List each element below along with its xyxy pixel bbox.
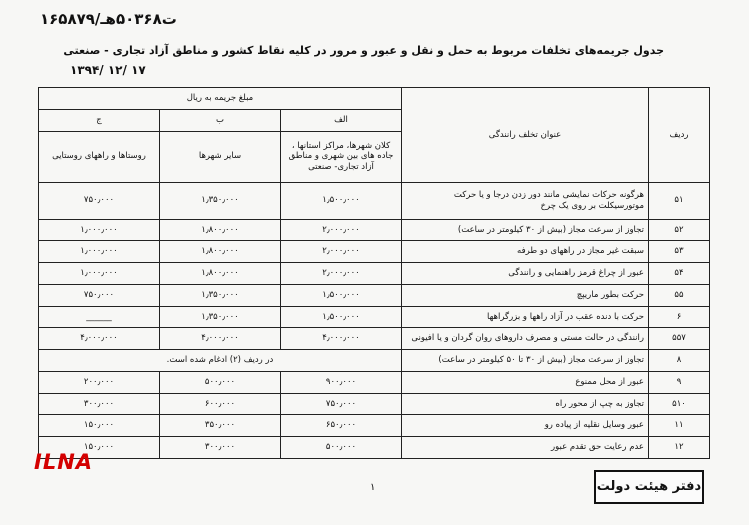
fine-c-value: ۴٫۰۰۰٫۰۰۰: [80, 333, 118, 344]
fine-a: [281, 284, 402, 306]
table-row: [39, 393, 710, 415]
table-row: [39, 241, 710, 263]
table-row: [39, 219, 710, 241]
fine-b-value: ۱٫۸۰۰٫۰۰۰: [201, 268, 239, 279]
fine-b-value: ۱٫۳۵۰٫۰۰۰: [201, 311, 239, 322]
fine-b-value: ۱٫۳۵۰٫۰۰۰: [201, 195, 239, 206]
fine-a: [281, 371, 402, 393]
row-number: ۵۵: [649, 284, 710, 306]
table-row: [39, 263, 710, 285]
violation-title: عدم رعایت حق تقدم عبور: [402, 437, 649, 459]
row-number: ۵۱۰: [649, 393, 710, 415]
document-date: ۱۳۹۴/ ۱۲/ ۱۷: [70, 63, 146, 77]
fine-a: [281, 263, 402, 285]
fine-a-value: ۴٫۰۰۰٫۰۰۰: [322, 333, 360, 344]
fine-a: [281, 393, 402, 415]
violation-title: تجاوز به چپ از محور راه: [402, 393, 649, 415]
fine-a-value: ۹۰۰٫۰۰۰: [325, 376, 357, 387]
fine-a-value: ۱٫۵۰۰٫۰۰۰: [322, 311, 360, 322]
row-number: ۵۳: [649, 241, 710, 263]
fine-c-value: ۲۰۰٫۰۰۰: [83, 376, 115, 387]
fine-b: [160, 371, 281, 393]
fine-b: [160, 393, 281, 415]
row-number: ۵۵۷: [649, 328, 710, 350]
violation-title: هرگونه حرکات نمایشی مانند دور زدن درجا و یا حرکت موتورسیکلت بر روی یک چرخ: [402, 182, 649, 219]
fine-a: [281, 437, 402, 459]
ilna-logo: ILNA: [34, 450, 94, 474]
header-fine-amount: مبلغ جریمه به ریال: [39, 88, 402, 110]
violation-title: تجاوز از سرعت مجاز (بیش از ۳۰ تا ۵۰ کیلومتر در ساعت): [402, 350, 649, 372]
fine-b: [160, 219, 281, 241]
row-number: ۵۲: [649, 219, 710, 241]
table-row: [39, 415, 710, 437]
fine-c: [39, 371, 160, 393]
fine-a: [281, 219, 402, 241]
fine-c-value: ۱۵۰٫۰۰۰: [83, 442, 115, 453]
fine-b-value: ۴٫۰۰۰٫۰۰۰: [201, 333, 239, 344]
violation-title: حرکت با دنده عقب در آزاد راهها و بزرگراهها: [402, 306, 649, 328]
page-number: ۱: [370, 482, 376, 493]
fine-c: [39, 241, 160, 263]
fine-b: [160, 284, 281, 306]
violation-title: حرکت بطور ماریپچ: [402, 284, 649, 306]
fines-table: [38, 87, 710, 459]
document-number: ۱۶۵۸۷۹/ت۵۰۳۶۸هـ: [40, 10, 177, 28]
fine-a: [281, 182, 402, 219]
fine-c-value: ۱۵۰٫۰۰۰: [83, 420, 115, 431]
subheader-desc-a: کلان شهرها، مراکز استانها ، جاده های بین شهری و مناطق آزاد تجاری- صنعتی: [281, 131, 402, 182]
table-row: [39, 437, 710, 459]
fine-a-value: ۶۵۰٫۰۰۰: [325, 420, 357, 431]
header-violation-title: عنوان تخلف رانندگی: [402, 88, 649, 183]
fine-c: [39, 263, 160, 285]
fine-c: [39, 306, 160, 328]
fine-a: [281, 415, 402, 437]
fine-c: [39, 415, 160, 437]
row-number: ۸: [649, 350, 710, 372]
fine-a-value: ۲٫۰۰۰٫۰۰۰: [322, 268, 360, 279]
fine-c-value: ۱٫۰۰۰٫۰۰۰: [80, 224, 118, 235]
fine-a: [281, 241, 402, 263]
fine-a-value: ۱٫۵۰۰٫۰۰۰: [322, 289, 360, 300]
fine-c-value: ۱٫۰۰۰٫۰۰۰: [80, 268, 118, 279]
fine-b-value: ۱٫۸۰۰٫۰۰۰: [201, 224, 239, 235]
row-number: ۵۱: [649, 182, 710, 219]
fine-b: [160, 415, 281, 437]
table-row: [39, 350, 710, 372]
fine-a: [281, 306, 402, 328]
fine-b-value: ۶۰۰٫۰۰۰: [204, 398, 236, 409]
violation-title: عبور از چراغ قرمز راهنمایی و رانندگی: [402, 263, 649, 285]
fine-b-value: ۳۵۰٫۰۰۰: [204, 420, 236, 431]
table-row: [39, 328, 710, 350]
government-office-stamp: دفتر هیئت دولت: [594, 470, 704, 504]
violation-title: سبقت غیر مجاز در راههای دو طرفه: [402, 241, 649, 263]
violation-title: عبور از محل ممنوع: [402, 371, 649, 393]
fine-b: [160, 182, 281, 219]
fine-b: [160, 241, 281, 263]
fine-b-value: ۱٫۸۰۰٫۰۰۰: [201, 246, 239, 257]
fine-c-value: ۱٫۰۰۰٫۰۰۰: [80, 246, 118, 257]
subheader-desc-b: سایر شهرها: [160, 131, 281, 182]
row-number: ۹: [649, 371, 710, 393]
merged-note: در ردیف (۲) ادغام شده است.: [39, 350, 402, 372]
table-row: [39, 371, 710, 393]
fine-c: [39, 219, 160, 241]
subheader-letter-c: ج: [39, 109, 160, 131]
fine-a-value: ۱٫۵۰۰٫۰۰۰: [322, 195, 360, 206]
table-row: [39, 306, 710, 328]
fine-b: [160, 263, 281, 285]
fine-a-value: ۷۵۰٫۰۰۰: [325, 398, 357, 409]
row-number: ۶: [649, 306, 710, 328]
violation-title: عبور وسایل نقلیه از پیاده رو: [402, 415, 649, 437]
row-number: ۱۲: [649, 437, 710, 459]
fine-c: [39, 284, 160, 306]
fine-b-value: ۱٫۳۵۰٫۰۰۰: [201, 289, 239, 300]
fine-c: [39, 393, 160, 415]
fine-b: [160, 437, 281, 459]
header-row-number: ردیف: [649, 88, 710, 183]
table-header-row: [39, 88, 710, 110]
fine-c: [39, 182, 160, 219]
fine-b: [160, 328, 281, 350]
row-number: ۵۴: [649, 263, 710, 285]
fine-c-value: ۷۵۰٫۰۰۰: [83, 289, 115, 300]
violation-title: تجاوز از سرعت مجاز (بیش از ۳۰ کیلومتر در ساعت): [402, 219, 649, 241]
table-row: [39, 284, 710, 306]
fine-c-value: ۳۰۰٫۰۰۰: [83, 398, 115, 409]
table-row: [39, 182, 710, 219]
violation-title: رانندگی در حالت مستی و مصرف داروهای روان گردان و یا افیونی: [402, 328, 649, 350]
fine-c-value: ______: [86, 311, 112, 322]
fine-b: [160, 306, 281, 328]
subheader-letter-b: ب: [160, 109, 281, 131]
subheader-desc-c: روستاها و راههای روستایی: [39, 131, 160, 182]
fine-c-value: ۷۵۰٫۰۰۰: [83, 195, 115, 206]
fine-a-value: ۲٫۰۰۰٫۰۰۰: [322, 246, 360, 257]
row-number: ۱۱: [649, 415, 710, 437]
fine-a: [281, 328, 402, 350]
document-title: جدول جریمه‌های تخلفات مربوط به حمل و نقل و عبور و مرور در کلیه نقاط کشور و مناطق آزاد تجاری - صنعتی: [63, 44, 664, 57]
fine-b-value: ۳۰۰٫۰۰۰: [204, 442, 236, 453]
fine-c: [39, 328, 160, 350]
fine-b-value: ۵۰۰٫۰۰۰: [204, 376, 236, 387]
fine-a-value: ۵۰۰٫۰۰۰: [325, 442, 357, 453]
subheader-letter-a: الف: [281, 109, 402, 131]
fine-a-value: ۲٫۰۰۰٫۰۰۰: [322, 224, 360, 235]
